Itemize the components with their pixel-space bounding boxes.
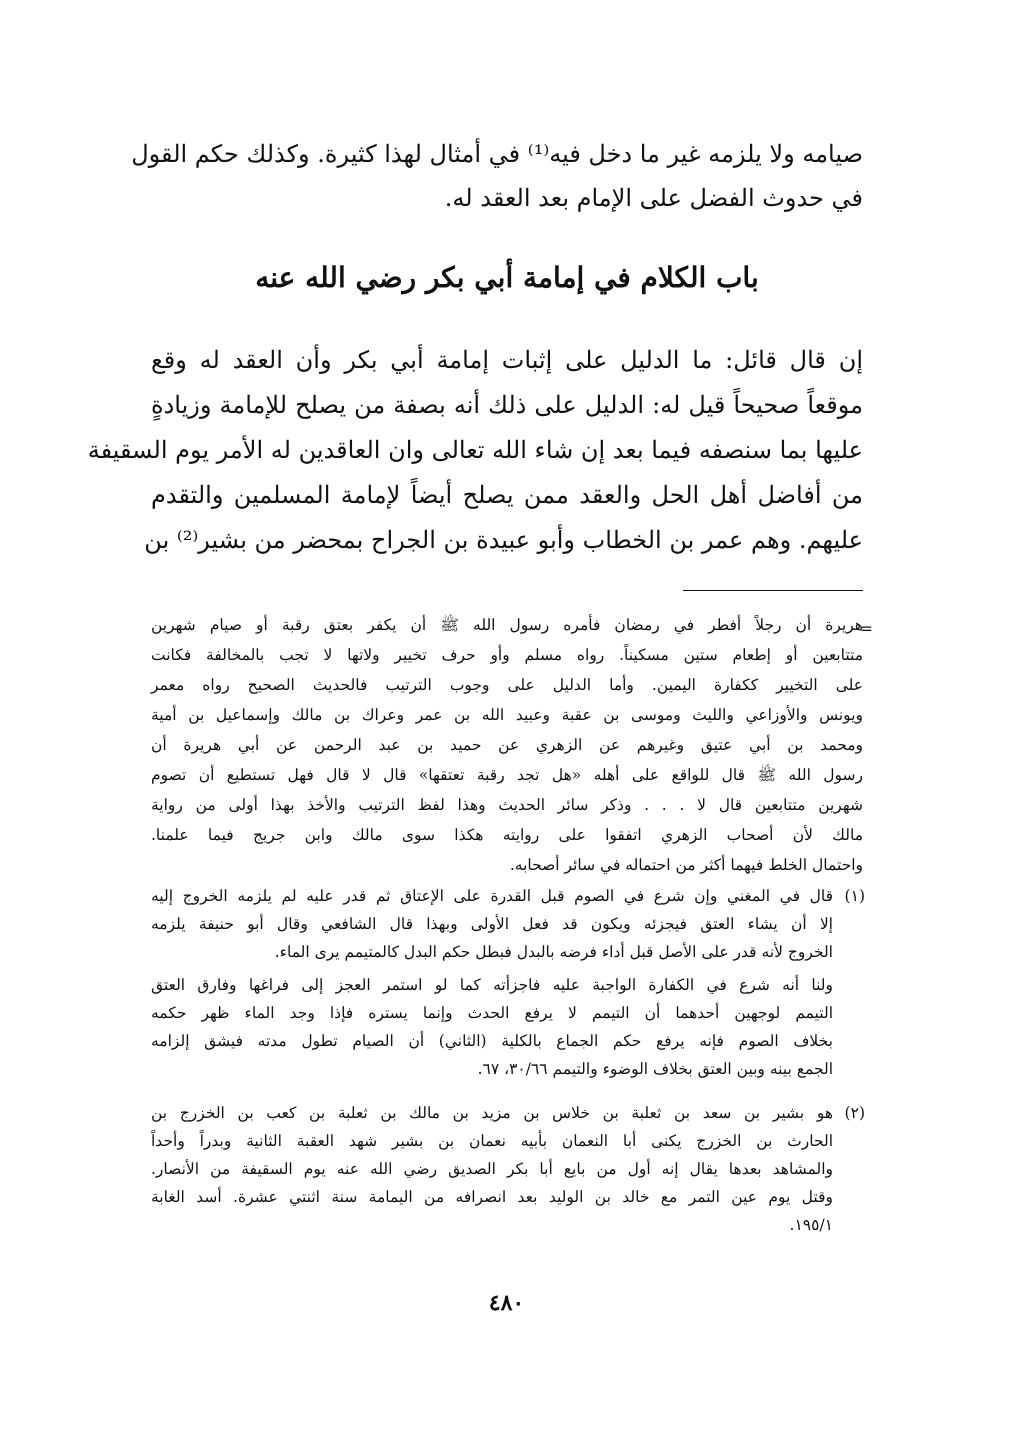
- body-line-5: عليهم. وهم عمر بن الخطاب وأبو عبيدة بن الجراح بمحضر من بشير⁽²⁾ بن: [144, 526, 863, 554]
- footnote-1-line-1: قال في المغني وإن شرع في الصوم قبل القدرة على الإعتاق ثم قدر عليه لم يلزمه الخروج إليه: [151, 887, 833, 905]
- footnote-2-line-3: والمشاهد بعدها يقال إنه أول من بايع أبا بكر الصديق رضي الله عنه يوم السقيفة من الأنصار.: [151, 1160, 833, 1178]
- body-line-4: من أفاضل أهل الحل والعقد ممن يصلح أيضاً لإمامة المسلمين والتقدم: [151, 481, 863, 509]
- continuation-line-3: على التخيير ككفارة اليمين. وأما الدليل على وجوب الترتيب فالحديث الصحيح رواه معمر: [151, 676, 863, 694]
- continuation-line-4: ويونس والأوزاعي والليث وموسى بن عقبة وعبيد الله بن عمر وعراك بن مالك وإسماعيل بن أمية: [151, 706, 863, 724]
- footnote-1-line-4: ولنا أنه شرع في الكفارة الواجبة عليه فاجزأته كما لو استمر العجز إلى فراغها وفارق العتق: [151, 976, 833, 994]
- continuation-marker: =: [860, 620, 873, 638]
- continuation-line-1: هريرة أن رجلاً أفطر في رمضان فأمره رسول الله ﷺ أن يكفر بعتق رقبة أو صيام شهرين: [151, 616, 863, 634]
- continuation-line-7: شهرين متتابعين قال لا . . . وذكر سائر الحديث وهذا لفظ الترتيب والأخذ بهذا أولى من رواية: [151, 796, 863, 814]
- footnote-divider: [683, 590, 863, 591]
- body-line-1: إن قال قائل: ما الدليل على إثبات إمامة أبي بكر وأن العقد له وقع: [151, 346, 863, 374]
- footnote-2-line-1: هو بشير بن سعد بن ثعلبة بن خلاس بن مزيد بن مالك بن ثعلبة بن كعب بن الخزرج بن: [151, 1104, 833, 1122]
- intro-line-2: في حدوث الفضل على الإمام بعد العقد له.: [444, 184, 863, 212]
- continuation-line-6: رسول الله ﷺ قال للواقع على أهله «هل تجد رقبة تعتقها» قال لا قال فهل تستطيع أن تصوم: [151, 766, 863, 784]
- continuation-line-5: ومحمد بن أبي عتيق وغيرهم عن الزهري عن حميد بن عبد الرحمن عن أبي هريرة أن: [151, 736, 863, 754]
- footnote-1-line-6: بخلاف الصوم فإنه يرفع حكم الجماع بالكلية (الثاني) أن الصيام تطول مدته فيشق إلزامه: [151, 1032, 833, 1050]
- intro-line-1: صيامه ولا يلزمه غير ما دخل فيه⁽¹⁾ في أمثال لهذا كثيرة. وكذلك حكم القول: [131, 140, 863, 168]
- footnote-2-line-5: ١٩٥/١.: [789, 1216, 833, 1234]
- footnote-1-line-2: إلا أن يشاء العتق فيجزئه ويكون قد فعل الأولى وبهذا قال الشافعي وقال أبو حنيفة يلزمه: [151, 915, 833, 933]
- footnote-1-line-7: الجمع بينه وبين العتق بخلاف الوضوء والتيمم ٣٠/٦٦، ٦٧.: [477, 1060, 833, 1078]
- chapter-heading: باب الكلام في إمامة أبي بكر رضي الله عنه: [255, 261, 759, 294]
- continuation-line-8: مالك لأن أصحاب الزهري اتفقوا على روايته هكذا سوى مالك وابن جريج فيما علمنا.: [151, 826, 863, 844]
- body-line-2: موقعاً صحيحاً قيل له: الدليل على ذلك أنه بصفة من يصلح للإمامة وزيادةٍ: [151, 391, 863, 419]
- continuation-line-9: واحتمال الخلط فيهما أكثر من احتماله في سائر أصحابه.: [509, 856, 863, 874]
- page-number: ٤٨٠: [488, 1290, 525, 1316]
- footnote-2-line-2: الحارث بن الخزرج يكنى أبا النعمان بأبيه نعمان بن بشير شهد العقبة الثانية وبدراً وأحداً: [151, 1132, 833, 1150]
- footnote-2-line-4: وقتل يوم عين التمر مع خالد بن الوليد بعد انصرافه من اليمامة سنة اثنتي عشرة. أسد الغابة: [151, 1188, 833, 1206]
- footnote-2-marker: (٢): [844, 1104, 865, 1122]
- continuation-line-2: متتابعين أو إطعام ستين مسكيناً. رواه مسلم وأو حرف تخيير ولاتها لا تجب بالمخالفة فكانت: [151, 646, 863, 664]
- footnote-1-line-3: الخروج لأنه قدر على الأصل قبل أداء فرضه بالبدل فبطل حكم البدل كالمتيمم يرى الماء.: [274, 943, 833, 961]
- footnote-1-marker: (١): [844, 887, 865, 905]
- body-line-3: عليها بما سنصفه فيما بعد إن شاء الله تعالى وان العاقدين له الأمر يوم السقيفة: [87, 436, 863, 464]
- footnote-1-line-5: التيمم لوجهين أحدهما أن التيمم لا يرفع الحدث وإنما يستره فإذا وجد الماء ظهر حكمه: [151, 1004, 833, 1022]
